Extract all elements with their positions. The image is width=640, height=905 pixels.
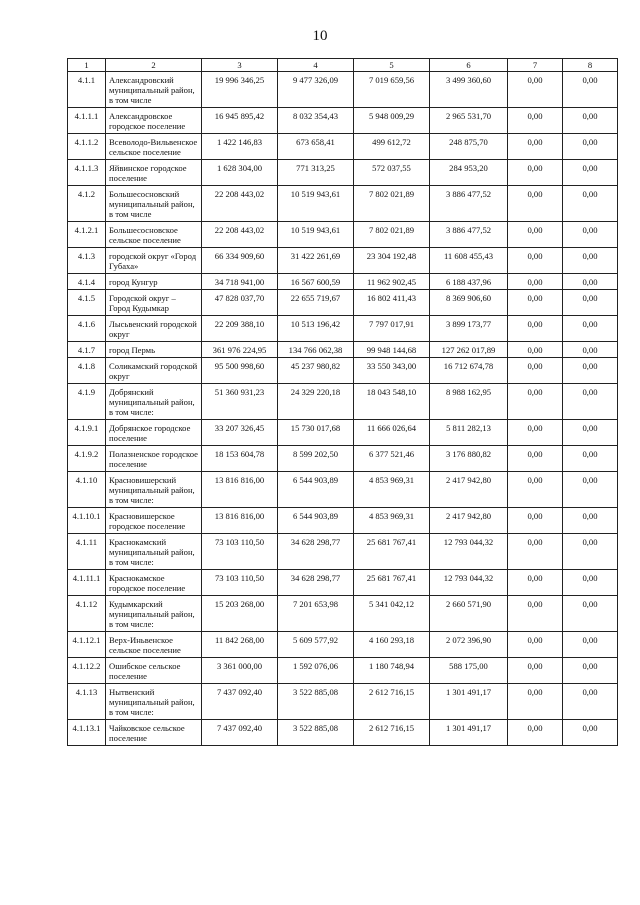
row-value-3: 1 422 146,83: [202, 134, 278, 160]
row-value-6: 588 175,00: [430, 658, 508, 684]
row-value-3: 22 208 443,02: [202, 186, 278, 222]
header-cell: 3: [202, 59, 278, 72]
row-value-8: 0,00: [563, 186, 618, 222]
table-row: [68, 248, 618, 274]
row-name: Верх-Иньвенское сельское поселение: [106, 632, 202, 658]
row-value-7: 0,00: [508, 632, 563, 658]
row-value-5: 4 853 969,31: [354, 508, 430, 534]
row-value-5: 23 304 192,48: [354, 248, 430, 274]
row-value-7: 0,00: [508, 596, 563, 632]
row-value-5: 7 802 021,89: [354, 186, 430, 222]
row-value-5: 7 019 659,56: [354, 72, 430, 108]
row-value-7: 0,00: [508, 420, 563, 446]
row-value-7: 0,00: [508, 108, 563, 134]
row-value-8: 0,00: [563, 632, 618, 658]
page-number: 10: [312, 28, 328, 44]
row-code: 4.1.9.2: [68, 446, 106, 472]
row-value-7: 0,00: [508, 358, 563, 384]
row-value-7: 0,00: [508, 446, 563, 472]
row-value-7: 0,00: [508, 384, 563, 420]
row-value-4: 10 519 943,61: [278, 222, 354, 248]
budget-table: [67, 58, 618, 746]
row-value-3: 22 208 443,02: [202, 222, 278, 248]
row-value-5: 4 853 969,31: [354, 472, 430, 508]
row-value-4: 7 201 653,98: [278, 596, 354, 632]
row-value-7: 0,00: [508, 720, 563, 746]
row-value-6: 284 953,20: [430, 160, 508, 186]
row-value-7: 0,00: [508, 534, 563, 570]
row-name: город Кунгур: [106, 274, 202, 290]
row-value-6: 11 608 455,43: [430, 248, 508, 274]
table-row: [68, 508, 618, 534]
row-value-4: 8 599 202,50: [278, 446, 354, 472]
row-value-6: 127 262 017,89: [430, 342, 508, 358]
row-value-3: 361 976 224,95: [202, 342, 278, 358]
row-value-6: 8 369 906,60: [430, 290, 508, 316]
row-value-6: 12 793 044,32: [430, 570, 508, 596]
row-value-3: 3 361 000,00: [202, 658, 278, 684]
row-value-4: 22 655 719,67: [278, 290, 354, 316]
row-value-5: 1 180 748,94: [354, 658, 430, 684]
row-name: Соликамский городской округ: [106, 358, 202, 384]
row-value-6: 3 499 360,60: [430, 72, 508, 108]
row-value-8: 0,00: [563, 596, 618, 632]
row-value-4: 673 658,41: [278, 134, 354, 160]
row-value-4: 34 628 298,77: [278, 534, 354, 570]
row-value-4: 134 766 062,38: [278, 342, 354, 358]
row-value-6: 1 301 491,17: [430, 720, 508, 746]
row-name: Большесосновское сельское поселение: [106, 222, 202, 248]
row-value-4: 3 522 885,08: [278, 720, 354, 746]
row-code: 4.1.9: [68, 384, 106, 420]
row-value-4: 34 628 298,77: [278, 570, 354, 596]
row-value-4: 6 544 903,89: [278, 472, 354, 508]
row-value-6: 16 712 674,78: [430, 358, 508, 384]
table-row: [68, 596, 618, 632]
table-row: [68, 632, 618, 658]
row-code: 4.1.13.1: [68, 720, 106, 746]
row-value-7: 0,00: [508, 248, 563, 274]
row-value-3: 18 153 604,78: [202, 446, 278, 472]
row-value-8: 0,00: [563, 420, 618, 446]
row-value-5: 11 962 902,45: [354, 274, 430, 290]
row-value-4: 1 592 076,06: [278, 658, 354, 684]
row-value-8: 0,00: [563, 316, 618, 342]
row-value-5: 499 612,72: [354, 134, 430, 160]
row-value-3: 34 718 941,00: [202, 274, 278, 290]
row-value-8: 0,00: [563, 72, 618, 108]
row-value-4: 9 477 326,09: [278, 72, 354, 108]
row-code: 4.1.2: [68, 186, 106, 222]
row-value-6: 3 886 477,52: [430, 222, 508, 248]
table-row: [68, 290, 618, 316]
header-cell: 7: [508, 59, 563, 72]
row-name: Александровское городское поселение: [106, 108, 202, 134]
row-value-4: 16 567 600,59: [278, 274, 354, 290]
row-value-5: 18 043 548,10: [354, 384, 430, 420]
row-value-7: 0,00: [508, 342, 563, 358]
row-value-5: 4 160 293,18: [354, 632, 430, 658]
row-value-7: 0,00: [508, 658, 563, 684]
row-value-8: 0,00: [563, 290, 618, 316]
row-name: Добрянский муниципальный район, в том числе:: [106, 384, 202, 420]
row-code: 4.1.1.3: [68, 160, 106, 186]
table-row: [68, 186, 618, 222]
row-value-4: 31 422 261,69: [278, 248, 354, 274]
table-row: [68, 316, 618, 342]
row-value-3: 13 816 816,00: [202, 508, 278, 534]
row-code: 4.1.4: [68, 274, 106, 290]
row-value-8: 0,00: [563, 446, 618, 472]
row-value-6: 8 988 162,95: [430, 384, 508, 420]
table-row: [68, 72, 618, 108]
table-row: [68, 534, 618, 570]
row-value-7: 0,00: [508, 570, 563, 596]
row-value-7: 0,00: [508, 684, 563, 720]
row-value-4: 8 032 354,43: [278, 108, 354, 134]
row-value-5: 572 037,55: [354, 160, 430, 186]
row-value-3: 73 103 110,50: [202, 534, 278, 570]
row-value-3: 13 816 816,00: [202, 472, 278, 508]
row-value-4: 3 522 885,08: [278, 684, 354, 720]
header-cell: 5: [354, 59, 430, 72]
row-name: Всеволодо-Вильвенское сельское поселение: [106, 134, 202, 160]
table-row: [68, 684, 618, 720]
row-value-8: 0,00: [563, 134, 618, 160]
row-code: 4.1.5: [68, 290, 106, 316]
row-value-3: 47 828 037,70: [202, 290, 278, 316]
row-code: 4.1.1: [68, 72, 106, 108]
row-value-8: 0,00: [563, 472, 618, 508]
header-row: [68, 59, 618, 72]
row-value-8: 0,00: [563, 160, 618, 186]
row-value-8: 0,00: [563, 222, 618, 248]
row-code: 4.1.10: [68, 472, 106, 508]
row-value-7: 0,00: [508, 160, 563, 186]
row-value-8: 0,00: [563, 570, 618, 596]
row-value-3: 7 437 092,40: [202, 684, 278, 720]
row-value-3: 15 203 268,00: [202, 596, 278, 632]
row-code: 4.1.2.1: [68, 222, 106, 248]
row-value-6: 2 965 531,70: [430, 108, 508, 134]
row-name: Полазненское городское поселение: [106, 446, 202, 472]
row-name: Ошибское сельское поселение: [106, 658, 202, 684]
header-cell: 2: [106, 59, 202, 72]
row-value-6: 3 176 880,82: [430, 446, 508, 472]
row-name: Лысьвенский городской округ: [106, 316, 202, 342]
header-cell: 4: [278, 59, 354, 72]
row-value-8: 0,00: [563, 684, 618, 720]
row-value-4: 5 609 577,92: [278, 632, 354, 658]
row-value-7: 0,00: [508, 508, 563, 534]
row-value-3: 73 103 110,50: [202, 570, 278, 596]
row-value-6: 5 811 282,13: [430, 420, 508, 446]
row-name: Чайковское сельское поселение: [106, 720, 202, 746]
row-value-8: 0,00: [563, 108, 618, 134]
row-name: Нытвенский муниципальный район, в том числе:: [106, 684, 202, 720]
row-value-6: 12 793 044,32: [430, 534, 508, 570]
row-code: 4.1.11: [68, 534, 106, 570]
row-value-3: 66 334 909,60: [202, 248, 278, 274]
row-value-5: 11 666 026,64: [354, 420, 430, 446]
row-value-3: 51 360 931,23: [202, 384, 278, 420]
table-row: [68, 570, 618, 596]
row-value-5: 7 797 017,91: [354, 316, 430, 342]
row-value-8: 0,00: [563, 658, 618, 684]
table-row: [68, 420, 618, 446]
row-value-5: 25 681 767,41: [354, 570, 430, 596]
row-code: 4.1.3: [68, 248, 106, 274]
table-row: [68, 446, 618, 472]
table-row: [68, 358, 618, 384]
table-row: [68, 342, 618, 358]
row-value-6: 1 301 491,17: [430, 684, 508, 720]
row-value-3: 22 209 388,10: [202, 316, 278, 342]
row-value-3: 11 842 268,00: [202, 632, 278, 658]
row-code: 4.1.1.1: [68, 108, 106, 134]
row-value-4: 10 519 943,61: [278, 186, 354, 222]
row-value-6: 6 188 437,96: [430, 274, 508, 290]
row-value-8: 0,00: [563, 534, 618, 570]
table-row: [68, 720, 618, 746]
row-name: город Пермь: [106, 342, 202, 358]
row-value-6: 2 417 942,80: [430, 508, 508, 534]
table-row: [68, 658, 618, 684]
table-row: [68, 108, 618, 134]
table-row: [68, 472, 618, 508]
row-value-4: 6 544 903,89: [278, 508, 354, 534]
row-name: Краснокамское городское поселение: [106, 570, 202, 596]
table-row: [68, 222, 618, 248]
row-value-7: 0,00: [508, 316, 563, 342]
row-value-8: 0,00: [563, 508, 618, 534]
row-name: Городской округ – Город Кудымкар: [106, 290, 202, 316]
row-name: Красновишерское городское поселение: [106, 508, 202, 534]
row-code: 4.1.7: [68, 342, 106, 358]
row-value-3: 33 207 326,45: [202, 420, 278, 446]
row-value-5: 6 377 521,46: [354, 446, 430, 472]
row-value-8: 0,00: [563, 358, 618, 384]
row-code: 4.1.1.2: [68, 134, 106, 160]
row-value-8: 0,00: [563, 342, 618, 358]
row-value-8: 0,00: [563, 720, 618, 746]
row-code: 4.1.11.1: [68, 570, 106, 596]
row-name: Большесосновский муниципальный район, в том числе: [106, 186, 202, 222]
row-value-7: 0,00: [508, 222, 563, 248]
row-value-5: 16 802 411,43: [354, 290, 430, 316]
row-value-8: 0,00: [563, 384, 618, 420]
row-value-5: 7 802 021,89: [354, 222, 430, 248]
row-value-7: 0,00: [508, 472, 563, 508]
row-name: Яйвинское городское поселение: [106, 160, 202, 186]
row-value-8: 0,00: [563, 274, 618, 290]
row-value-6: 2 417 942,80: [430, 472, 508, 508]
row-value-5: 25 681 767,41: [354, 534, 430, 570]
row-name: городской округ «Город Губаха»: [106, 248, 202, 274]
row-value-5: 99 948 144,68: [354, 342, 430, 358]
table-row: [68, 160, 618, 186]
header-cell: 6: [430, 59, 508, 72]
header-cell: 1: [68, 59, 106, 72]
row-code: 4.1.12: [68, 596, 106, 632]
row-value-6: 3 886 477,52: [430, 186, 508, 222]
table-body: [68, 72, 618, 746]
row-name: Краснокамский муниципальный район, в том числе:: [106, 534, 202, 570]
row-value-7: 0,00: [508, 186, 563, 222]
row-value-5: 2 612 716,15: [354, 720, 430, 746]
row-name: Кудымкарский муниципальный район, в том числе:: [106, 596, 202, 632]
header-cell: 8: [563, 59, 618, 72]
row-value-3: 1 628 304,00: [202, 160, 278, 186]
row-value-4: 24 329 220,18: [278, 384, 354, 420]
row-value-7: 0,00: [508, 274, 563, 290]
row-code: 4.1.12.2: [68, 658, 106, 684]
row-value-5: 2 612 716,15: [354, 684, 430, 720]
row-value-3: 95 500 998,60: [202, 358, 278, 384]
row-value-7: 0,00: [508, 134, 563, 160]
row-code: 4.1.9.1: [68, 420, 106, 446]
row-value-6: 2 072 396,90: [430, 632, 508, 658]
row-code: 4.1.6: [68, 316, 106, 342]
row-value-8: 0,00: [563, 248, 618, 274]
row-value-7: 0,00: [508, 72, 563, 108]
row-value-4: 10 513 196,42: [278, 316, 354, 342]
row-value-6: 2 660 571,90: [430, 596, 508, 632]
row-code: 4.1.8: [68, 358, 106, 384]
table-row: [68, 134, 618, 160]
row-value-6: 3 899 173,77: [430, 316, 508, 342]
row-value-6: 248 875,70: [430, 134, 508, 160]
row-value-7: 0,00: [508, 290, 563, 316]
row-value-5: 5 948 009,29: [354, 108, 430, 134]
table-row: [68, 384, 618, 420]
row-value-5: 33 550 343,00: [354, 358, 430, 384]
row-value-4: 15 730 017,68: [278, 420, 354, 446]
row-name: Александровский муниципальный район, в том числе: [106, 72, 202, 108]
row-name: Красновишерский муниципальный район, в том числе:: [106, 472, 202, 508]
row-code: 4.1.10.1: [68, 508, 106, 534]
row-value-4: 45 237 980,82: [278, 358, 354, 384]
row-value-5: 5 341 042,12: [354, 596, 430, 632]
row-value-3: 7 437 092,40: [202, 720, 278, 746]
row-code: 4.1.13: [68, 684, 106, 720]
row-code: 4.1.12.1: [68, 632, 106, 658]
table-row: [68, 274, 618, 290]
row-name: Добрянское городское поселение: [106, 420, 202, 446]
row-value-3: 19 996 346,25: [202, 72, 278, 108]
row-value-3: 16 945 895,42: [202, 108, 278, 134]
row-value-4: 771 313,25: [278, 160, 354, 186]
